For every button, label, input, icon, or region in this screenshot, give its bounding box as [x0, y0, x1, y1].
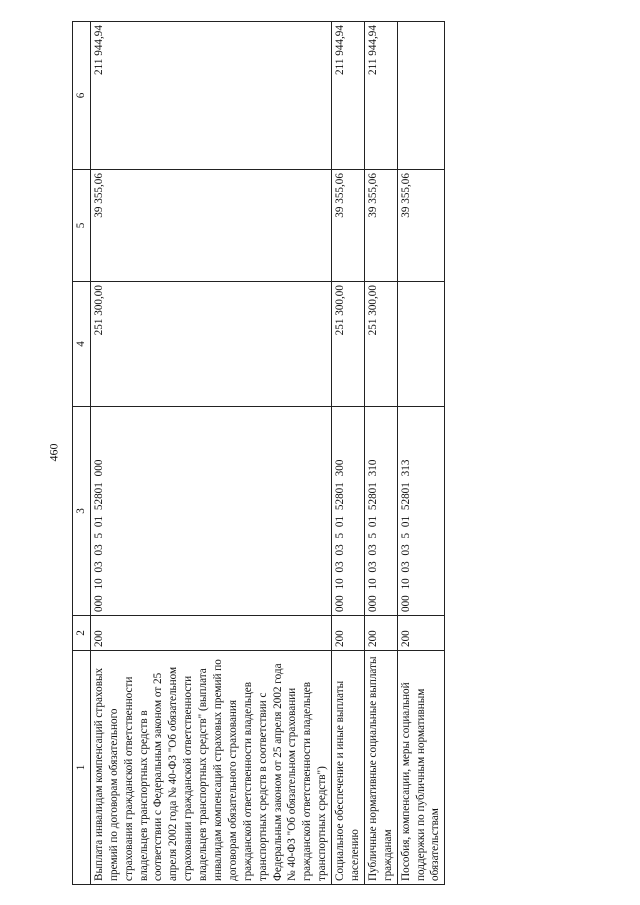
- row-budget-code: 000 10 03 03 5 01 52801 000: [90, 407, 331, 616]
- header-col-6: 6: [73, 22, 91, 170]
- row-name: Социальное обеспечение и иные выплаты населению: [332, 651, 365, 885]
- row-approved: 251 300,00: [90, 282, 331, 407]
- row-budget-code: 000 10 03 03 5 01 52801 310: [364, 407, 397, 616]
- row-name: Выплата инвалидам компенсаций страховых премий по договорам обязательного страхования гражданской ответственности владельцев транспортных средств в соответствии с Федеральным законом от 25 апреля 2002 года № 40-ФЗ "Об обязательном страховании гражданской ответственности владельцев транспортных средств" (выплата инвалидам компенсаций страховых премий по договорам обязательного страхования гражданской ответственности владельцев транспортных средств в соответствии с Федеральным законом от 25 апреля 2002 года № 40-ФЗ "Об обязательном страховании гражданской ответственности владельцев транспортных средств"): [90, 651, 331, 885]
- row-approved: [397, 282, 445, 407]
- row-executed: 39 355,06: [90, 170, 331, 282]
- row-name: Публичные нормативные социальные выплаты гражданам: [364, 651, 397, 885]
- header-col-2: 2: [73, 616, 91, 651]
- row-code-admin: 200: [90, 616, 331, 651]
- header-col-3: 3: [73, 407, 91, 616]
- row-approved: 251 300,00: [332, 282, 365, 407]
- page-number: 460: [46, 443, 61, 462]
- rotated-table-container: [72, 22, 590, 885]
- row-code-admin: 200: [364, 616, 397, 651]
- header-col-4: 4: [73, 282, 91, 407]
- row-code-admin: 200: [332, 616, 365, 651]
- row-executed: 39 355,06: [364, 170, 397, 282]
- table-row: [332, 22, 365, 885]
- row-unexecuted: 211 944,94: [332, 22, 365, 170]
- budget-table: [72, 21, 445, 885]
- row-executed: 39 355,06: [332, 170, 365, 282]
- header-col-1: 1: [73, 651, 91, 885]
- row-budget-code: 000 10 03 03 5 01 52801 300: [332, 407, 365, 616]
- table-row: [364, 22, 397, 885]
- row-executed: 39 355,06: [397, 170, 445, 282]
- table-row: [397, 22, 445, 885]
- row-name: Пособия, компенсации, меры социальной поддержки по публичным нормативным обязательствам: [397, 651, 445, 885]
- header-col-5: 5: [73, 170, 91, 282]
- row-budget-code: 000 10 03 03 5 01 52801 313: [397, 407, 445, 616]
- row-unexecuted: 211 944,94: [364, 22, 397, 170]
- table-row: [90, 22, 331, 885]
- row-unexecuted: [397, 22, 445, 170]
- row-unexecuted: 211 944,94: [90, 22, 331, 170]
- row-code-admin: 200: [397, 616, 445, 651]
- row-approved: 251 300,00: [364, 282, 397, 407]
- header-row: [73, 22, 91, 885]
